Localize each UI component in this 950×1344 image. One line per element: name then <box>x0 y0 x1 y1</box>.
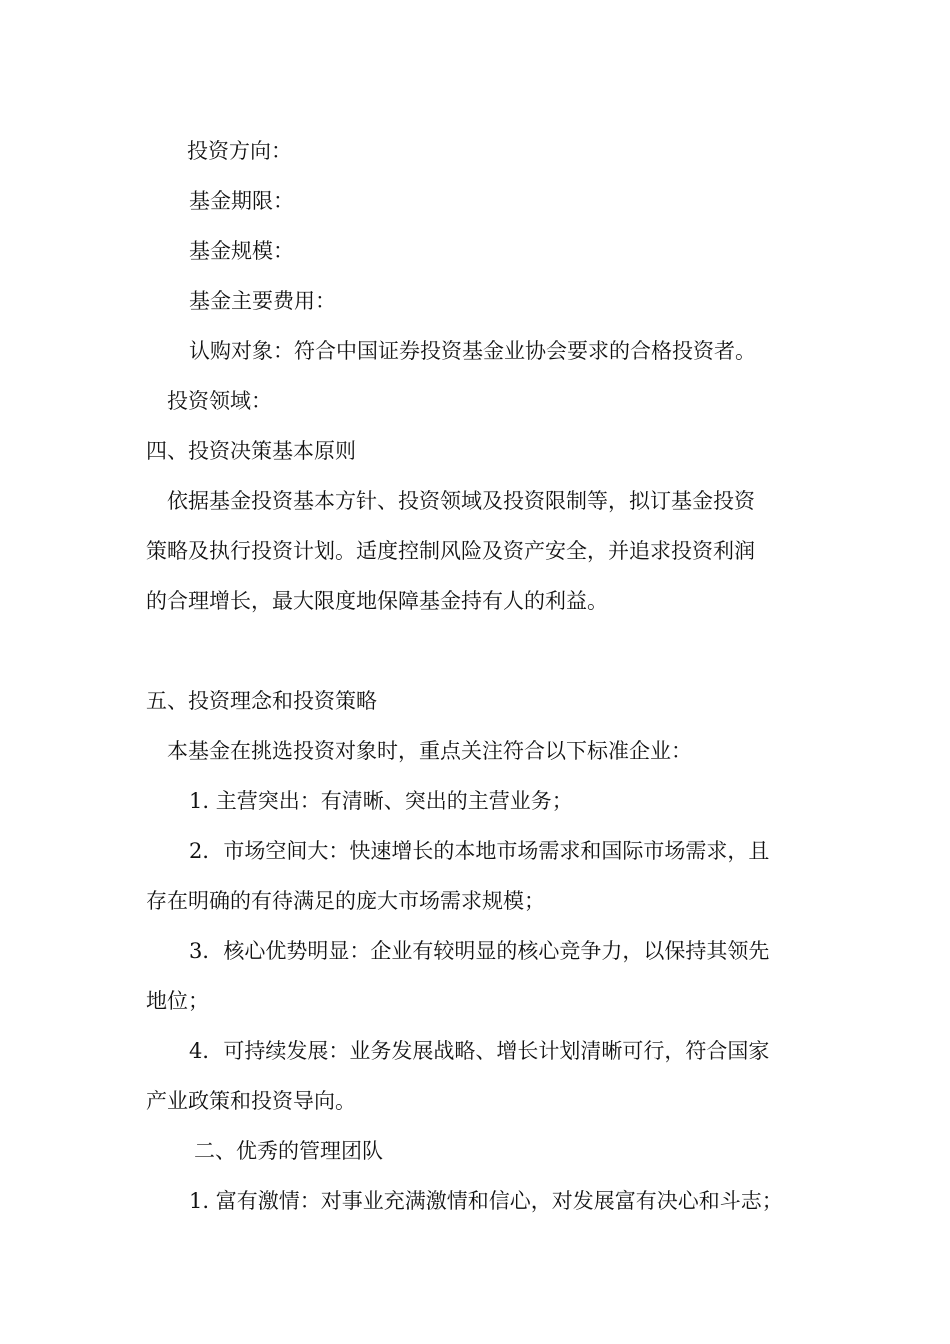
list-item: 1. 主营突出：有清晰、突出的主营业务； <box>189 789 573 813</box>
list-item-continuation: 存在明确的有待满足的庞大市场需求规模； <box>146 889 545 913</box>
field-investment-area: 投资领域： <box>167 389 272 413</box>
list-item: 3．核心优势明显：企业有较明显的核心竞争力，以保持其领先 <box>189 939 770 963</box>
section-heading-5: 五、投资理念和投资策略 <box>146 689 377 713</box>
field-subscribers: 认购对象：符合中国证券投资基金业协会要求的合格投资者。 <box>189 339 756 363</box>
section-heading-2: 二、优秀的管理团队 <box>194 1139 383 1163</box>
list-item-continuation: 产业政策和投资导向。 <box>146 1089 356 1113</box>
field-fund-fees: 基金主要费用： <box>189 289 336 313</box>
paragraph-line: 的合理增长，最大限度地保障基金持有人的利益。 <box>146 589 608 613</box>
paragraph-line: 策略及执行投资计划。适度控制风险及资产安全，并追求投资利润 <box>146 539 755 563</box>
field-fund-term: 基金期限： <box>189 189 294 213</box>
list-item: 2．市场空间大：快速增长的本地市场需求和国际市场需求，且 <box>189 839 770 863</box>
paragraph-line: 依据基金投资基本方针、投资领域及投资限制等，拟订基金投资 <box>167 489 755 513</box>
list-item-continuation: 地位； <box>146 989 209 1013</box>
section-heading-4: 四、投资决策基本原则 <box>146 439 356 463</box>
list-item: 1. 富有激情：对事业充满激情和信心，对发展富有决心和斗志； <box>189 1189 783 1213</box>
paragraph-line: 本基金在挑选投资对象时，重点关注符合以下标准企业： <box>167 739 692 763</box>
field-fund-size: 基金规模： <box>189 239 294 263</box>
field-investment-direction: 投资方向： <box>187 139 292 163</box>
list-item: 4．可持续发展：业务发展战略、增长计划清晰可行，符合国家 <box>189 1039 770 1063</box>
